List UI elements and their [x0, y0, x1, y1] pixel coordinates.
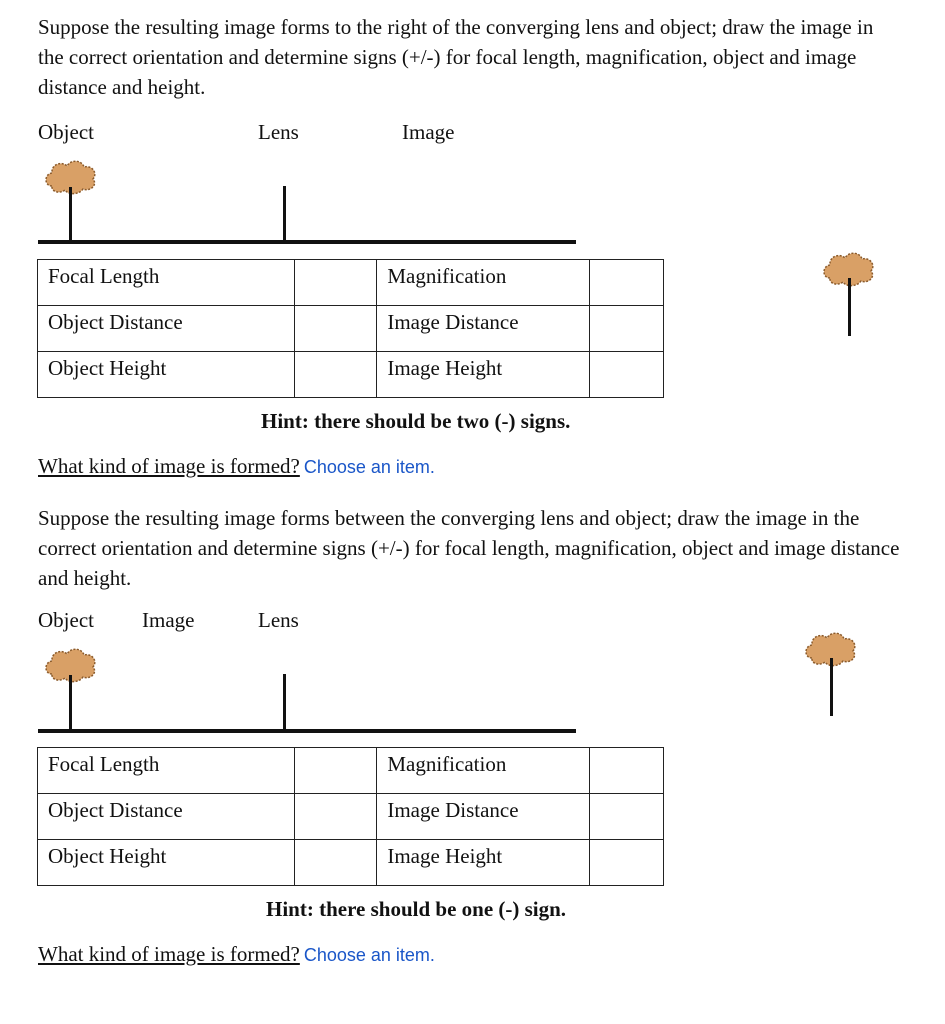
draggable-image-stick[interactable]	[848, 278, 851, 336]
magnification-label: Magnification	[377, 260, 590, 306]
image-distance-sign-cell[interactable]	[590, 306, 664, 352]
image-type-dropdown-2[interactable]: Choose an item.	[303, 945, 435, 965]
magnification-sign-cell[interactable]	[590, 748, 664, 794]
table-row	[38, 260, 664, 306]
hint-2: Hint: there should be one (-) sign.	[266, 897, 567, 921]
object-height-label: Object Height	[38, 840, 295, 886]
object-height-label: Object Height	[38, 352, 295, 398]
focal-length-sign-cell[interactable]	[294, 748, 377, 794]
image-height-sign-cell[interactable]	[590, 352, 664, 398]
lens-label: Lens	[258, 120, 299, 144]
signs-table-2	[37, 747, 664, 886]
magnification-sign-cell[interactable]	[590, 260, 664, 306]
question-1: What kind of image is formed?	[38, 454, 300, 478]
table-row	[38, 794, 664, 840]
section1-prompt: Suppose the resulting image forms to the right of the converging lens and object; draw the image in the correct orientation and determine signs (+/-) for focal length, magnification, object and image distance and height.	[38, 15, 874, 99]
object-distance-sign-cell[interactable]	[294, 306, 377, 352]
lens-line	[283, 674, 286, 730]
object-height-sign-cell[interactable]	[294, 352, 377, 398]
draggable-image-stick[interactable]	[830, 658, 833, 716]
section2-prompt: Suppose the resulting image forms between the converging lens and object; draw the image in the correct orientation and determine signs (+/-) for focal length, magnification, object and image distance and height.	[38, 506, 900, 590]
table-row	[38, 748, 664, 794]
object-label: Object	[38, 120, 94, 144]
object-distance-label: Object Distance	[38, 306, 295, 352]
object-height-sign-cell[interactable]	[294, 840, 377, 886]
object-label: Object	[38, 608, 94, 632]
image-label: Image	[142, 608, 195, 632]
image-distance-label: Image Distance	[377, 794, 590, 840]
image-height-label: Image Height	[377, 840, 590, 886]
hint-1: Hint: there should be two (-) signs.	[261, 409, 571, 433]
lens-line	[283, 186, 286, 242]
table-row	[38, 840, 664, 886]
table-row	[38, 352, 664, 398]
question-2: What kind of image is formed?	[38, 942, 300, 966]
image-distance-label: Image Distance	[377, 306, 590, 352]
image-height-label: Image Height	[377, 352, 590, 398]
signs-table-1	[37, 259, 664, 398]
image-height-sign-cell[interactable]	[590, 840, 664, 886]
image-type-dropdown-1[interactable]: Choose an item.	[303, 457, 435, 477]
object-stick[interactable]	[69, 187, 72, 241]
object-distance-label: Object Distance	[38, 794, 295, 840]
focal-length-sign-cell[interactable]	[294, 260, 377, 306]
optical-axis	[38, 729, 576, 733]
image-distance-sign-cell[interactable]	[590, 794, 664, 840]
object-stick[interactable]	[69, 675, 72, 729]
focal-length-label: Focal Length	[38, 748, 295, 794]
lens-label: Lens	[258, 608, 299, 632]
focal-length-label: Focal Length	[38, 260, 295, 306]
object-distance-sign-cell[interactable]	[294, 794, 377, 840]
image-label: Image	[402, 120, 455, 144]
optical-axis	[38, 240, 576, 244]
table-row	[38, 306, 664, 352]
magnification-label: Magnification	[377, 748, 590, 794]
